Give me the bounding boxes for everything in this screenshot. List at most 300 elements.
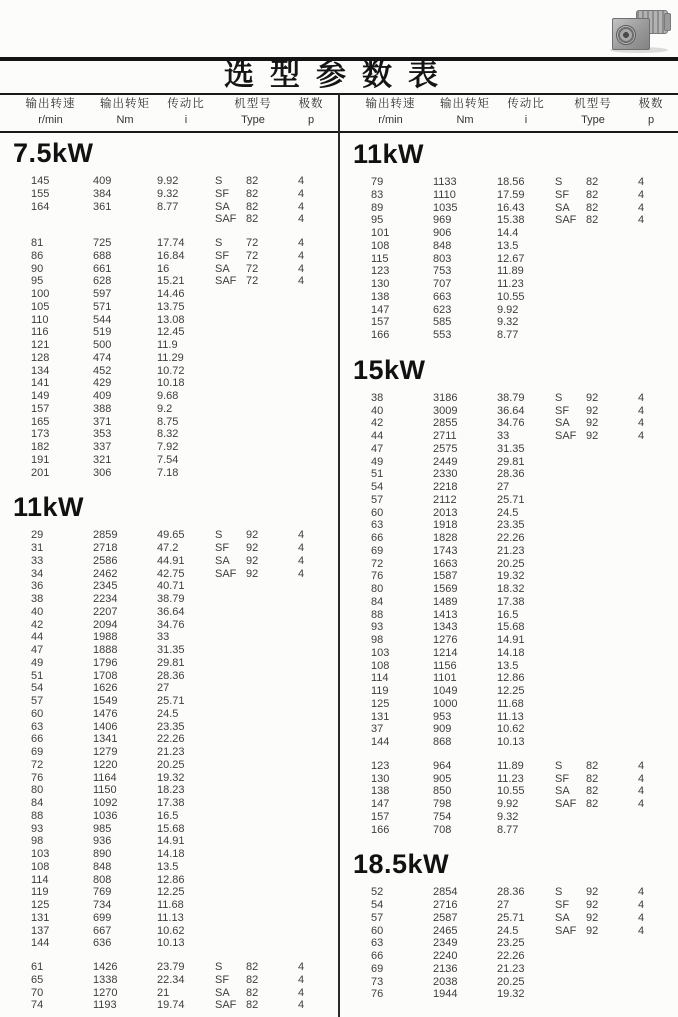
size-cell: 82 <box>246 200 259 213</box>
speed-cell: 116 <box>31 326 49 339</box>
ratio-cell: 19.32 <box>497 988 525 1001</box>
type-cell: SA <box>555 417 570 430</box>
ratio-cell: 18.23 <box>157 784 185 797</box>
poles-cell <box>626 227 656 240</box>
poles-cell <box>626 481 656 494</box>
table-row <box>0 899 338 912</box>
ratio-cell: 13.5 <box>497 659 519 672</box>
torque-cell: 964 <box>433 759 452 772</box>
size-cell <box>586 736 626 749</box>
poles-cell <box>626 558 656 571</box>
speed-cell: 182 <box>31 441 50 453</box>
table-row <box>340 912 678 925</box>
poles-cell <box>626 937 656 950</box>
poles-cell: 4 <box>297 986 305 999</box>
ratio-cell: 10.18 <box>157 377 185 390</box>
speed-cell: 131 <box>371 710 390 723</box>
type-cell <box>215 644 246 657</box>
torque-cell: 1035 <box>433 201 458 214</box>
poles-cell <box>286 861 316 874</box>
type-cell <box>215 403 246 416</box>
torque-cell: 808 <box>93 873 112 886</box>
section-power-title: 18.5kW <box>353 849 450 880</box>
type-cell: SAF <box>555 214 577 227</box>
table-row <box>340 570 678 583</box>
table-row <box>340 253 678 266</box>
table-row <box>340 609 678 622</box>
torque-cell: 2718 <box>93 542 118 554</box>
torque-cell: 384 <box>93 187 112 200</box>
type-cell: SAF <box>555 430 577 442</box>
row-group <box>0 961 338 1012</box>
torque-cell: 667 <box>93 924 112 937</box>
torque-cell: 585 <box>433 316 452 329</box>
ratio-cell: 20.25 <box>157 758 185 771</box>
type-cell <box>215 861 246 874</box>
table-row <box>340 899 678 912</box>
table-row <box>0 390 338 403</box>
size-cell: 82 <box>586 772 599 785</box>
poles-cell <box>286 326 316 339</box>
torque-cell: 1214 <box>433 646 458 659</box>
poles-cell: 4 <box>637 886 645 899</box>
speed-cell: 201 <box>31 466 50 479</box>
speed-cell: 83 <box>371 188 384 201</box>
torque-cell: 1569 <box>433 583 458 595</box>
header-speed: 输出转速 r/min <box>365 98 416 126</box>
type-cell <box>215 593 246 606</box>
type-cell <box>555 634 586 647</box>
header-torque: 输出转矩 Nm <box>440 98 490 126</box>
poles-cell <box>286 886 316 899</box>
poles-cell <box>626 468 656 481</box>
speed-cell: 93 <box>371 621 384 634</box>
table-row <box>0 377 338 390</box>
torque-cell: 1489 <box>433 595 458 608</box>
ratio-cell: 44.91 <box>157 554 185 567</box>
torque-cell: 1626 <box>93 682 118 695</box>
ratio-cell: 18.56 <box>497 176 525 188</box>
speed-cell: 86 <box>31 249 44 262</box>
left-column <box>0 133 338 1017</box>
poles-cell: 4 <box>297 973 305 986</box>
ratio-cell: 8.32 <box>157 428 179 441</box>
ratio-cell: 11.23 <box>497 772 524 785</box>
type-cell <box>555 316 586 329</box>
type-cell <box>215 746 246 759</box>
table-row <box>340 698 678 711</box>
table-row <box>0 263 338 276</box>
ratio-cell: 12.45 <box>157 326 185 339</box>
size-cell <box>586 698 626 711</box>
size-cell <box>586 660 626 673</box>
table-row <box>340 443 678 456</box>
ratio-cell: 9.92 <box>497 303 519 316</box>
size-cell <box>246 874 286 887</box>
size-cell <box>246 301 286 314</box>
speed-cell: 42 <box>31 618 44 631</box>
poles-cell <box>626 824 656 837</box>
speed-cell: 79 <box>371 176 384 188</box>
type-cell <box>555 304 586 317</box>
torque-cell: 623 <box>433 303 452 316</box>
speed-cell: 63 <box>371 937 384 950</box>
size-cell <box>586 468 626 481</box>
type-cell <box>215 352 246 365</box>
torque-cell: 753 <box>433 265 452 278</box>
speed-cell: 34 <box>31 567 44 580</box>
poles-cell <box>626 950 656 963</box>
table-row <box>0 403 338 416</box>
size-cell <box>586 609 626 622</box>
poles-cell <box>286 390 316 403</box>
table-row <box>0 250 338 263</box>
table-row <box>0 708 338 721</box>
table-row <box>340 937 678 950</box>
ratio-cell: 9.32 <box>157 187 179 200</box>
size-cell: 92 <box>586 899 599 911</box>
ratio-cell: 29.81 <box>497 455 525 468</box>
ratio-cell: 21 <box>157 986 170 999</box>
speed-cell: 166 <box>371 823 390 836</box>
speed-cell: 60 <box>371 924 384 937</box>
speed-cell: 130 <box>371 772 390 785</box>
torque-cell: 734 <box>93 899 112 911</box>
type-cell: SF <box>215 542 230 554</box>
torque-cell: 769 <box>93 886 112 899</box>
type-cell <box>215 810 246 823</box>
table-row <box>0 428 338 441</box>
size-cell <box>246 619 286 632</box>
ratio-cell: 12.86 <box>157 873 185 886</box>
torque-cell: 2038 <box>433 975 458 988</box>
torque-cell: 1150 <box>93 784 117 797</box>
speed-cell: 80 <box>31 784 44 797</box>
type-cell <box>215 467 246 480</box>
poles-cell <box>286 746 316 759</box>
ratio-cell: 21.23 <box>497 544 525 557</box>
table-row <box>0 937 338 950</box>
speed-cell: 69 <box>371 962 384 975</box>
type-cell <box>555 660 586 673</box>
table-row <box>340 265 678 278</box>
size-cell: 92 <box>246 554 259 567</box>
ratio-cell: 27 <box>497 899 510 911</box>
ratio-cell: 9.32 <box>497 810 519 823</box>
poles-cell: 4 <box>297 237 305 249</box>
size-cell: 82 <box>586 201 599 214</box>
table-row <box>0 848 338 861</box>
speed-cell: 121 <box>31 339 50 351</box>
ratio-cell: 11.9 <box>157 339 178 351</box>
torque-cell: 2587 <box>433 911 458 924</box>
torque-cell: 699 <box>93 911 112 924</box>
poles-cell <box>286 377 316 390</box>
poles-cell <box>626 647 656 660</box>
type-cell <box>215 670 246 683</box>
poles-cell: 4 <box>297 200 305 213</box>
torque-cell: 803 <box>433 252 452 265</box>
size-cell <box>246 823 286 836</box>
torque-cell: 1663 <box>433 557 458 570</box>
type-cell <box>215 682 246 695</box>
type-cell <box>555 621 586 634</box>
table-row <box>0 288 338 301</box>
size-cell <box>246 925 286 938</box>
ratio-cell: 25.71 <box>497 911 525 924</box>
ratio-cell: 8.75 <box>157 415 179 428</box>
poles-cell: 4 <box>297 175 305 187</box>
ratio-cell: 24.5 <box>497 506 519 519</box>
speed-cell: 125 <box>31 899 50 911</box>
table-row <box>0 213 338 226</box>
poles-cell <box>286 784 316 797</box>
speed-cell: 93 <box>31 822 44 835</box>
torque-cell: 906 <box>433 227 452 239</box>
size-cell: 92 <box>586 417 599 430</box>
table-row <box>0 441 338 454</box>
size-cell <box>246 784 286 797</box>
poles-cell <box>286 619 316 632</box>
size-cell <box>246 467 286 480</box>
torque-cell: 321 <box>93 453 112 466</box>
table-row <box>0 275 338 288</box>
size-cell <box>246 670 286 683</box>
poles-cell <box>286 580 316 593</box>
poles-cell <box>286 606 316 619</box>
ratio-cell: 28.36 <box>497 886 525 899</box>
torque-cell: 2013 <box>433 506 458 519</box>
ratio-cell: 16 <box>157 262 170 275</box>
size-cell <box>586 963 626 976</box>
type-cell: SF <box>555 404 570 417</box>
type-cell: SA <box>555 785 570 798</box>
table-row <box>0 631 338 644</box>
size-cell <box>246 937 286 950</box>
table-row <box>0 961 338 974</box>
speed-cell: 69 <box>31 746 44 758</box>
type-cell <box>555 265 586 278</box>
speed-cell: 63 <box>31 720 44 733</box>
poles-cell <box>626 240 656 253</box>
table-row <box>340 760 678 773</box>
type-cell <box>215 631 246 644</box>
speed-cell: 98 <box>31 835 44 848</box>
torque-cell: 1101 <box>433 672 457 685</box>
poles-cell <box>626 316 656 329</box>
size-cell <box>246 377 286 390</box>
poles-cell <box>286 772 316 785</box>
torque-cell: 1279 <box>93 746 118 758</box>
type-cell <box>555 647 586 660</box>
speed-cell: 110 <box>31 313 49 326</box>
size-cell <box>586 685 626 698</box>
torque-cell: 474 <box>93 351 112 364</box>
poles-cell <box>286 467 316 480</box>
table-row <box>340 545 678 558</box>
torque-cell: 868 <box>433 736 452 748</box>
section-power-title: 7.5kW <box>13 138 94 168</box>
speed-cell: 76 <box>31 771 44 784</box>
ratio-cell: 15.68 <box>497 621 525 634</box>
table-body <box>0 133 678 1017</box>
type-cell <box>215 288 246 301</box>
speed-cell: 76 <box>371 570 384 583</box>
poles-cell <box>286 644 316 657</box>
size-cell: 92 <box>586 391 599 404</box>
speed-cell: 98 <box>371 634 384 646</box>
ratio-cell: 36.64 <box>157 605 185 618</box>
torque-cell: 2462 <box>93 567 118 580</box>
poles-cell: 4 <box>297 275 305 288</box>
ratio-cell: 10.55 <box>497 290 525 303</box>
ratio-cell: 10.13 <box>497 736 525 748</box>
row-group <box>0 529 338 950</box>
table-row <box>0 339 338 352</box>
table-row <box>0 542 338 555</box>
speed-cell: 130 <box>371 278 390 290</box>
ratio-cell: 15.21 <box>157 275 185 288</box>
type-cell <box>555 329 586 342</box>
torque-cell: 909 <box>433 723 452 736</box>
size-cell: 82 <box>246 961 259 973</box>
torque-cell: 519 <box>93 326 112 339</box>
ratio-cell: 12.25 <box>157 886 185 899</box>
ratio-cell: 33 <box>157 631 170 644</box>
type-cell <box>215 580 246 593</box>
poles-cell <box>626 621 656 634</box>
size-cell <box>586 647 626 660</box>
torque-cell: 553 <box>433 329 452 341</box>
size-cell <box>586 988 626 1001</box>
type-cell <box>555 811 586 824</box>
speed-cell: 123 <box>371 759 390 772</box>
table-row <box>0 733 338 746</box>
type-cell <box>555 736 586 749</box>
size-cell <box>246 441 286 454</box>
ratio-cell: 49.65 <box>157 529 185 542</box>
torque-cell: 1338 <box>93 973 118 986</box>
type-cell <box>555 583 586 596</box>
ratio-cell: 42.75 <box>157 567 185 580</box>
type-cell: SF <box>215 187 230 200</box>
ratio-cell: 38.79 <box>157 593 185 605</box>
table-row <box>0 568 338 581</box>
speed-cell: 38 <box>31 593 44 605</box>
poles-cell: 4 <box>637 911 645 924</box>
size-cell <box>586 304 626 317</box>
ratio-cell: 19.32 <box>497 570 525 583</box>
poles-cell <box>286 428 316 441</box>
torque-cell: 636 <box>93 937 112 950</box>
ratio-cell: 7.54 <box>157 453 179 466</box>
type-cell <box>215 784 246 797</box>
poles-cell <box>626 711 656 724</box>
ratio-cell: 15.68 <box>157 822 185 835</box>
size-cell <box>586 824 626 837</box>
torque-cell: 571 <box>93 300 112 313</box>
size-cell: 92 <box>586 924 599 937</box>
type-cell: S <box>215 237 223 249</box>
poles-cell <box>286 695 316 708</box>
size-cell <box>246 886 286 899</box>
ratio-cell: 15.38 <box>497 214 525 227</box>
speed-cell: 119 <box>31 886 49 899</box>
ratio-cell: 10.62 <box>157 924 185 937</box>
type-cell <box>555 937 586 950</box>
torque-cell: 2112 <box>433 493 457 506</box>
table-row <box>0 606 338 619</box>
torque-cell: 890 <box>93 848 112 860</box>
torque-cell: 1743 <box>433 544 458 557</box>
table-row <box>340 481 678 494</box>
speed-cell: 80 <box>371 583 384 595</box>
ratio-cell: 28.36 <box>157 669 185 682</box>
type-cell <box>215 886 246 899</box>
poles-cell <box>286 454 316 467</box>
size-cell <box>246 631 286 644</box>
type-cell <box>555 988 586 1001</box>
poles-cell <box>626 609 656 622</box>
size-cell <box>586 558 626 571</box>
torque-cell: 1944 <box>433 988 458 1001</box>
torque-cell: 1092 <box>93 797 118 809</box>
speed-cell: 51 <box>31 669 44 682</box>
torque-cell: 1426 <box>93 961 118 973</box>
table-row <box>340 430 678 443</box>
speed-cell: 105 <box>31 300 50 313</box>
speed-cell: 88 <box>371 608 384 621</box>
size-cell <box>246 848 286 861</box>
speed-cell: 66 <box>31 733 44 746</box>
poles-cell <box>286 314 316 327</box>
torque-cell: 2240 <box>433 950 458 962</box>
type-cell <box>555 291 586 304</box>
size-cell <box>586 532 626 545</box>
type-cell <box>215 937 246 950</box>
speed-cell: 73 <box>371 975 384 988</box>
type-cell <box>215 721 246 734</box>
torque-cell: 306 <box>93 466 112 479</box>
size-cell <box>246 326 286 339</box>
row-group <box>340 886 678 1001</box>
ratio-cell: 10.62 <box>497 723 525 736</box>
poles-cell <box>626 494 656 507</box>
ratio-cell: 23.35 <box>157 720 185 733</box>
type-cell <box>555 456 586 469</box>
poles-cell <box>286 937 316 950</box>
ratio-cell: 13.5 <box>497 239 519 252</box>
poles-cell: 4 <box>637 924 645 937</box>
size-cell <box>586 672 626 685</box>
table-row <box>340 824 678 837</box>
ratio-cell: 23.35 <box>497 519 525 532</box>
speed-cell: 103 <box>31 848 50 860</box>
type-cell: SF <box>555 188 570 201</box>
poles-cell: 4 <box>297 249 305 262</box>
speed-cell: 76 <box>371 988 384 1001</box>
size-cell <box>586 329 626 342</box>
poles-cell <box>626 519 656 532</box>
ratio-cell: 27 <box>497 481 510 493</box>
ratio-cell: 23.79 <box>157 961 185 973</box>
poles-cell <box>626 963 656 976</box>
poles-cell <box>286 797 316 810</box>
type-cell: SAF <box>215 567 237 580</box>
poles-cell: 4 <box>637 391 645 404</box>
table-row <box>340 240 678 253</box>
torque-cell: 2449 <box>433 455 458 468</box>
